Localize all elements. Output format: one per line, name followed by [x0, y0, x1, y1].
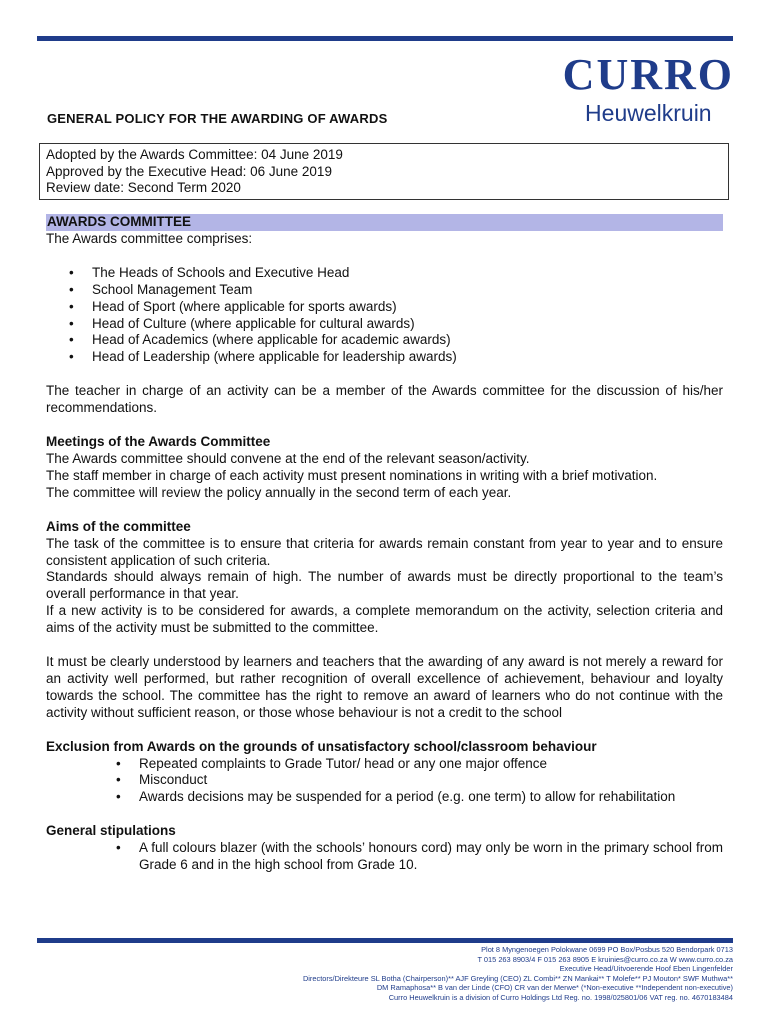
- footer-line: Curro Heuwelkruin is a division of Curro Holdings Ltd Reg. no. 1998/025801/06 VAT reg. no. 4670183484: [388, 992, 733, 1002]
- awards-committee-heading: AWARDS COMMITTEE: [46, 214, 723, 231]
- list-item: • Head of Sport (where applicable for sports awards): [92, 299, 723, 316]
- meetings-line: The committee will review the policy annually in the second term of each year.: [46, 484, 512, 500]
- list-item: • A full colours blazer (with the schools’ honours cord) may only be worn in the primary school from Grade 6 and in the high school from Grade 10.: [139, 840, 723, 874]
- committee-members-list: [92, 265, 723, 366]
- list-item: • Head of Leadership (where applicable for leadership awards): [92, 349, 723, 366]
- document-title: GENERAL POLICY FOR THE AWARDING OF AWARDS: [47, 111, 388, 126]
- adoption-box: [39, 143, 729, 200]
- list-item: • Head of Culture (where applicable for cultural awards): [92, 316, 723, 333]
- header-rule: [37, 36, 733, 41]
- meetings-line: The Awards committee should convene at the end of the relevant season/activity.: [46, 450, 530, 466]
- aims-line: If a new activity is to be considered for awards, a complete memorandum on the activity, selection criteria and aims of the activity must be submitted to the committee.: [46, 603, 723, 636]
- curro-logo: [563, 52, 734, 126]
- footer-line: T 015 263 8903/4 F 015 263 8905 E kruinies@curro.co.za W www.curro.co.za: [477, 954, 733, 964]
- list-item: • Misconduct: [139, 772, 723, 789]
- footer-rule: [37, 938, 733, 943]
- aims-paragraph: It must be clearly understood by learners and teachers that the awarding of any award is not merely a reward for an activity well performed, but rather recognition of overall excellence of achievement, behaviour and loyalty towards the school. The committee has the right to remove an award of learners who do not continue with the activity without sufficient reason, or those whose behaviour is not a credit to the school: [46, 654, 723, 720]
- exclusion-heading: Exclusion from Awards on the grounds of unsatisfactory school/classroom behaviour: [46, 738, 597, 754]
- footer-line: Plot 8 Myngenoegen Polokwane 0699 PO Box/Posbus 520 Bendorpark 0713: [481, 945, 733, 954]
- aims-line: Standards should always remain of high. The number of awards must be directly proportional to the team’s overall performance in that year.: [46, 569, 723, 602]
- footer-line: Directors/Direkteure SL Botha (Chairperson)** AJF Greyling (CEO) ZL Combi** ZN Mankai** T Molefe** PJ Mouton* SWF Muthwa**: [302, 973, 733, 983]
- footer-line: DM Ramaphosa** B van der Linde (CFO) CR van der Merwe* (*Non-executive **Independent non-executive): [376, 983, 733, 993]
- aims-line: The task of the committee is to ensure that criteria for awards remain constant from year to year and to ensure consistent application of such criteria.: [46, 535, 723, 568]
- list-item: • Head of Academics (where applicable for academic awards): [92, 332, 723, 349]
- list-item: • Repeated complaints to Grade Tutor/ head or any one major offence: [139, 756, 723, 773]
- review-line: Review date: Second Term 2020: [46, 180, 241, 195]
- footer-line: Executive Head/Uitvoerende Hoof Eben Lingenfelder: [559, 964, 733, 974]
- logo-campus: Heuwelkruin: [585, 100, 712, 126]
- meetings-line: The staff member in charge of each activity must present nominations in writing with a brief motivation.: [46, 467, 658, 483]
- list-item: • School Management Team: [92, 282, 723, 299]
- stipulations-heading: General stipulations: [46, 823, 176, 839]
- stipulations-list: [139, 840, 723, 874]
- document-body: [46, 214, 723, 874]
- list-item: • Awards decisions may be suspended for a period (e.g. one term) to allow for rehabilitation: [139, 789, 723, 806]
- adopted-line: Adopted by the Awards Committee: 04 June 2019: [46, 147, 343, 162]
- meetings-heading: Meetings of the Awards Committee: [46, 434, 271, 450]
- committee-intro: The Awards committee comprises:: [46, 230, 253, 246]
- footer-contact-block: [133, 945, 733, 1003]
- list-item: • The Heads of Schools and Executive Head: [92, 265, 723, 282]
- aims-heading: Aims of the committee: [46, 518, 191, 534]
- exclusion-list: [139, 756, 723, 807]
- approved-line: Approved by the Executive Head: 06 June 2019: [46, 163, 332, 179]
- committee-note: The teacher in charge of an activity can be a member of the Awards committee for the discussion of his/her recommendations.: [46, 383, 723, 416]
- logo-brand: CURRO: [562, 50, 734, 99]
